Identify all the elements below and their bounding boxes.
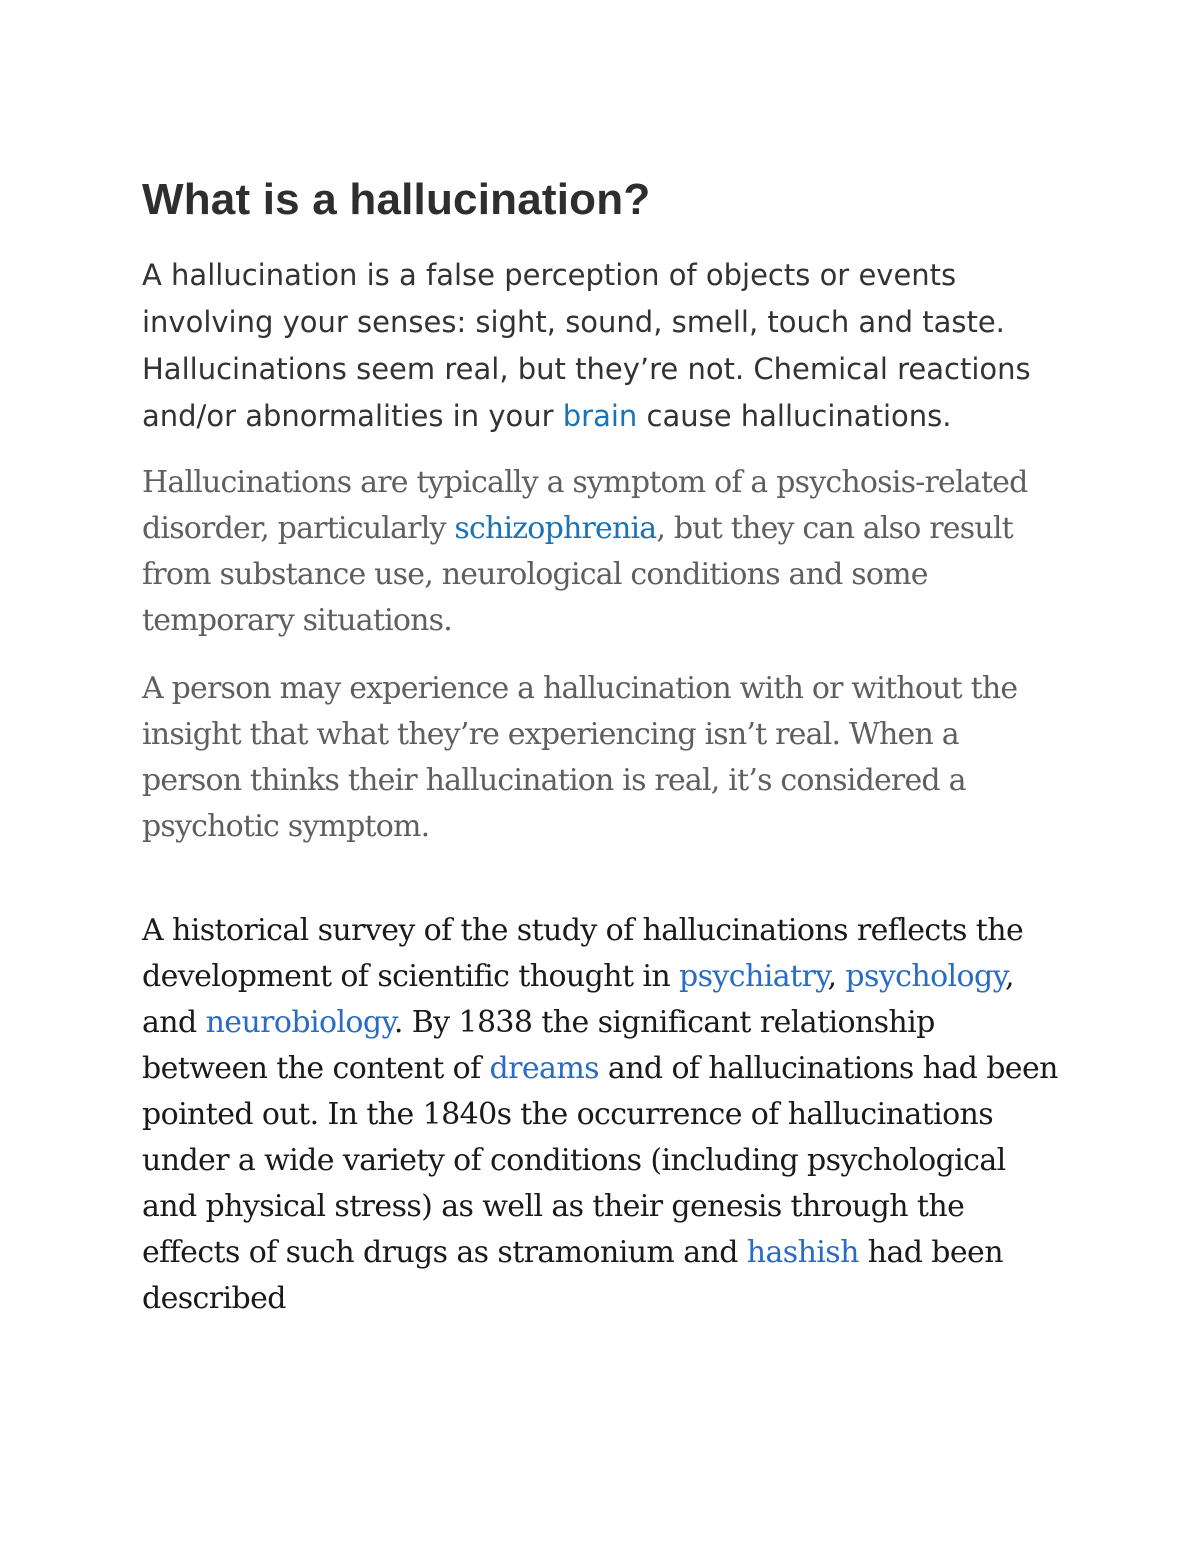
paragraph-text: Hallucinations are typically a symptom of a psychosis-related disorder, particularly bbox=[142, 465, 1028, 546]
paragraph-text: A historical survey of the study of hallucinations reflects the development of scientific thought in bbox=[142, 913, 1024, 994]
paragraph-history bbox=[142, 908, 1062, 1322]
paragraph-symptom bbox=[142, 460, 1062, 644]
document-content bbox=[142, 170, 1062, 1322]
link-hashish[interactable]: hashish bbox=[746, 1235, 859, 1270]
paragraph-text: A hallucination is a false perception of objects or events involving your senses: sight, sound, smell, touch and taste. Hallucinations seem real, but they’re not. Chemical reactions and/or abnormalities in your bbox=[142, 258, 1031, 433]
paragraph-insight: A person may experience a hallucination with or without the insight that what they’re experiencing isn’t real. When a person thinks their hallucination is real, it’s considered a psychotic symptom. bbox=[142, 671, 1018, 844]
link-neurobiology[interactable]: neurobiology bbox=[205, 1005, 394, 1040]
paragraph-text: cause hallucinations. bbox=[637, 399, 952, 433]
link-dreams[interactable]: dreams bbox=[489, 1051, 599, 1086]
page-title: What is a hallucination? bbox=[142, 175, 651, 224]
paragraph-text: , and bbox=[142, 959, 1014, 1040]
paragraph-text: , but they can also result from substance use, neurological conditions and some temporary situations. bbox=[142, 511, 1013, 638]
link-psychology[interactable]: psychology bbox=[845, 959, 1005, 994]
paragraph-text: . By 1838 the significant relationship between the content of bbox=[142, 1005, 935, 1086]
link-schizophrenia[interactable]: schizophrenia bbox=[454, 511, 657, 546]
paragraph-definition bbox=[142, 252, 1062, 440]
link-psychiatry[interactable]: psychiatry bbox=[679, 959, 828, 994]
paragraph-text: and of hallucinations had been pointed out. In the 1840s the occurrence of hallucinations under a wide variety of conditions (including psychological and physical stress) as well as their genesis through the effects of such drugs as stramonium and bbox=[142, 1051, 1058, 1270]
paragraph-text: , bbox=[827, 959, 846, 994]
link-brain[interactable]: brain bbox=[562, 399, 638, 433]
paragraph-text: had been described bbox=[142, 1235, 1003, 1316]
